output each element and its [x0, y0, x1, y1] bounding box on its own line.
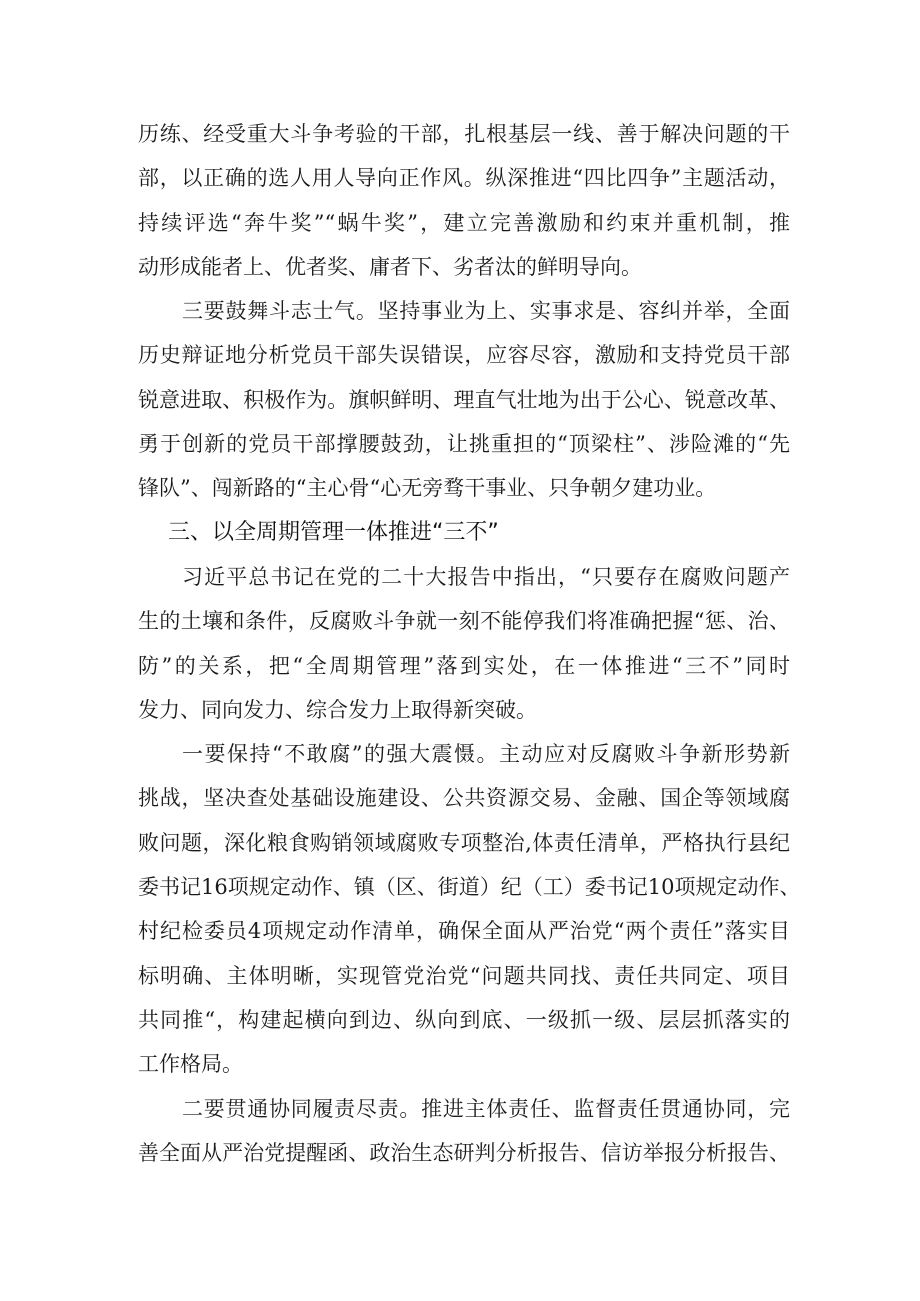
text-line: 村纪检委员4项规定动作清单，确保全面从严治党“两个责任”落实目 [138, 919, 790, 944]
text-line: 防”的关系，把“全周期管理”落到实处，在一体推进“三不”同时 [138, 653, 790, 678]
text-line: 共同推“，构建起横向到边、纵向到底、一级抓一级、层层抓落实的 [138, 1007, 790, 1032]
text-line: 锐意进取、积极作为。旗帜鲜明、理直气壮地为出于公心、锐意改革、 [138, 387, 790, 412]
text-line: 历练、经受重大斗争考验的干部，扎根基层一线、善于解决问题的干 [138, 122, 790, 146]
text-line: 二要贯通协同履责尽责。推进主体责任、监督责任贯通协同，完 [182, 1096, 790, 1121]
text-line: 持续评选“奔牛奖”“蜗牛奖”，建立完善激励和约束并重机制，推 [138, 210, 790, 235]
text-line: 历史辩证地分析党员干部失误错误，应容尽容，激励和支持党员干部 [138, 343, 790, 368]
text-line: 部，以正确的选人用人导向正作风。纵深推进“四比四争”主题活动， [138, 166, 790, 191]
text-line: 一要保持“不敢腐”的强大震慑。主动应对反腐败斗争新形势新 [182, 742, 790, 767]
text-line: 动形成能者上、优者奖、庸者下、劣者汰的鲜明导向。 [138, 254, 642, 279]
text-line: 败问题，深化粮食购销领域腐败专项整治,体责任清单，严格执行县纪 [138, 830, 790, 855]
section-heading: 三、以全周期管理一体推进“三不” [168, 519, 499, 545]
text-line: 习近平总书记在党的二十大报告中指出，“只要存在腐败问题产 [182, 564, 790, 589]
text-line: 挑战，坚决查处基础设施建设、公共资源交易、金融、国企等领域腐 [138, 786, 790, 811]
text-line: 发力、同向发力、综合发力上取得新突破。 [138, 697, 537, 722]
document-body [138, 112, 801, 1175]
text-line: 善全面从严治党提醒函、政治生态研判分析报告、信访举报分析报告、 [138, 1140, 790, 1165]
text-line: 锋队”、闯新路的“主心骨“心无旁骛干事业、只争朝夕建功业。 [138, 476, 717, 501]
text-line: 工作格局。 [138, 1052, 243, 1077]
text-line: 委书记16项规定动作、镇（区、街道）纪（工）委书记10项规定动作、 [138, 875, 801, 900]
text-line: 标明确、主体明晰，实现管党治党“问题共同找、责任共同定、项目 [138, 963, 790, 988]
text-line: 生的土壤和条件，反腐败斗争就一刻不能停我们将准确把握“惩、治、 [138, 609, 790, 634]
text-line: 三要鼓舞斗志士气。坚持事业为上、实事求是、容纠并举，全面 [182, 299, 790, 324]
text-line: 勇于创新的党员干部撑腰鼓劲，让挑重担的“顶梁柱”、涉险滩的“先 [138, 432, 790, 457]
